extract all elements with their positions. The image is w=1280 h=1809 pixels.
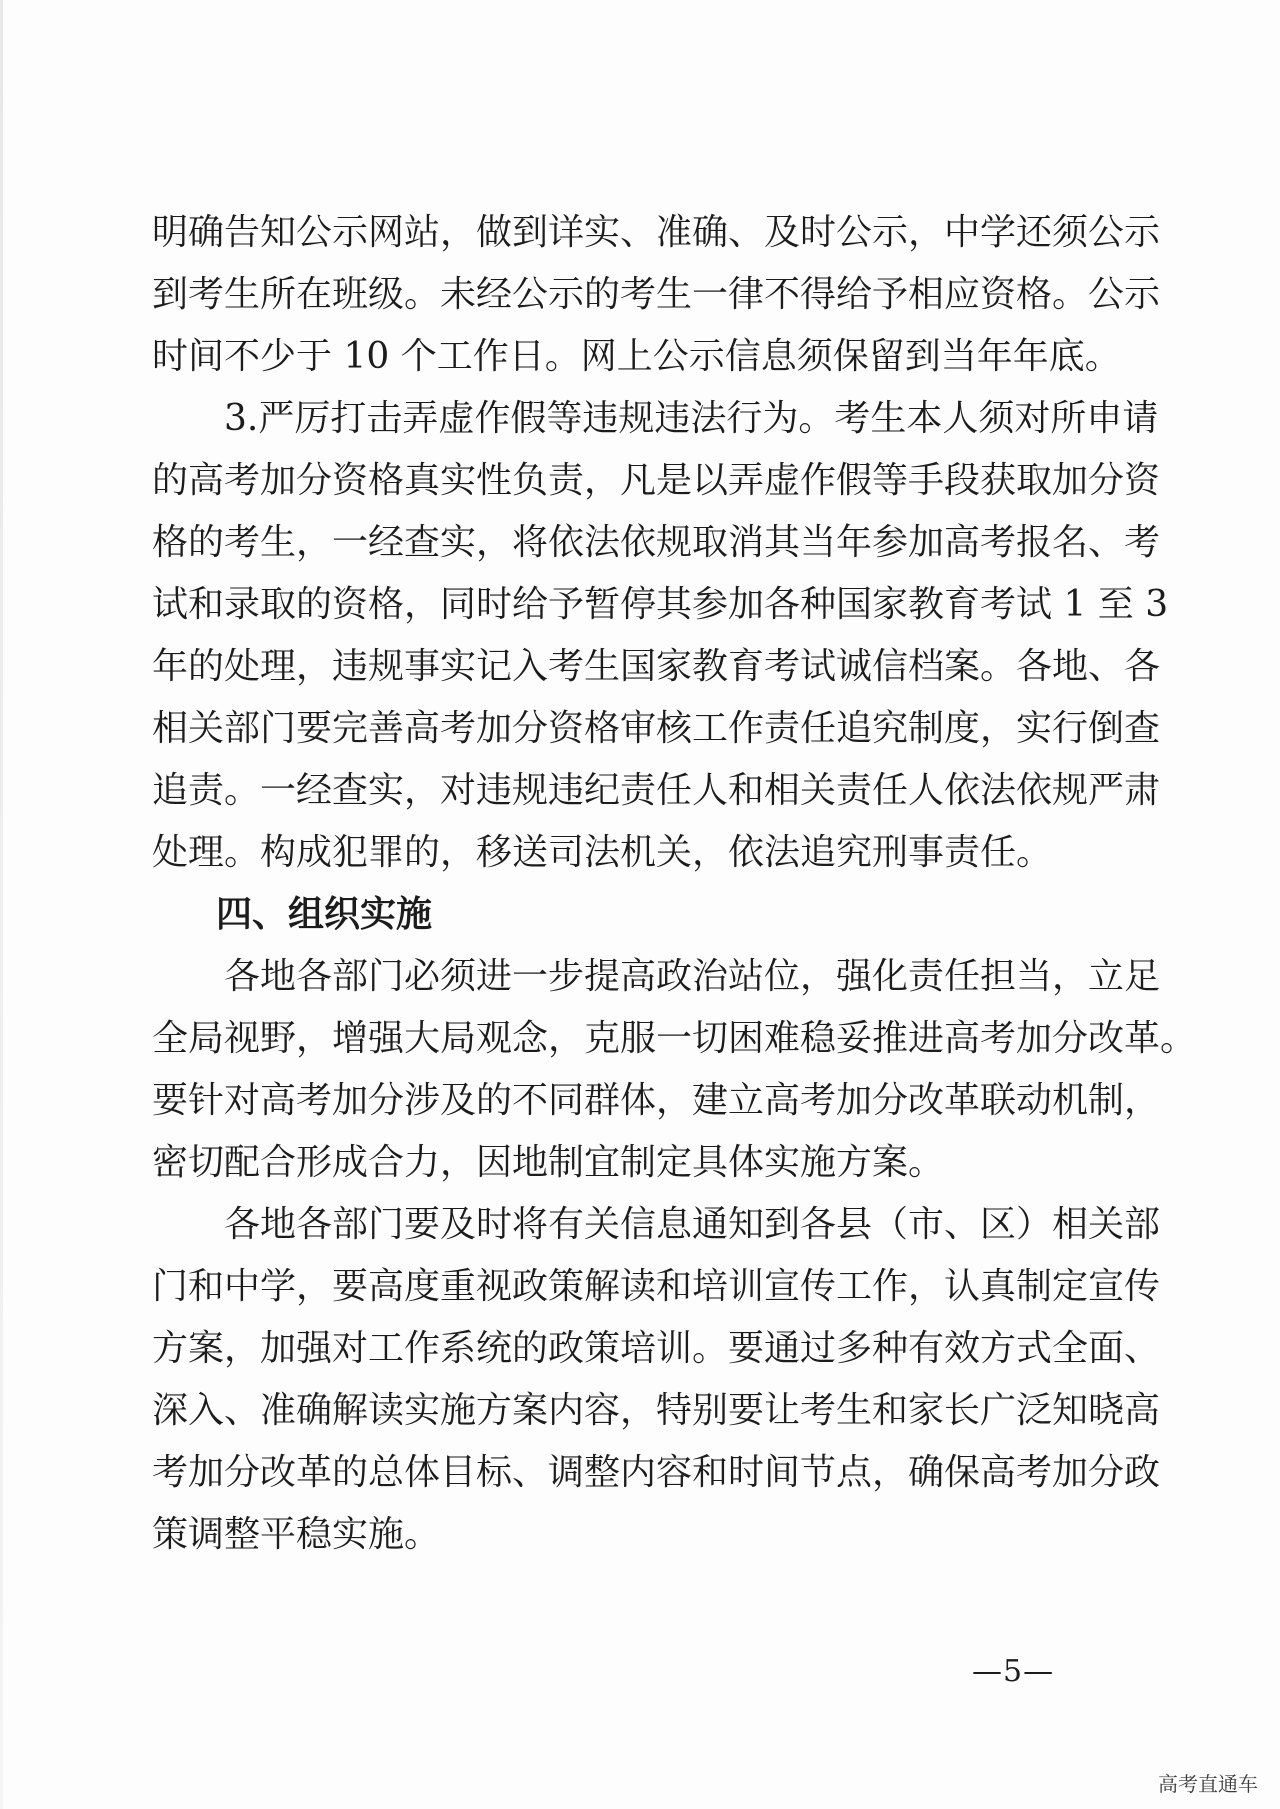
text-line: 策调整平稳实施。 — [152, 1514, 441, 1555]
text-line: 相关部门要完善高考加分资格审核工作责任追究制度，实行倒查 — [152, 708, 1161, 749]
text-line: 的高考加分资格真实性负责，凡是以弄虚作假等手段获取加分资 — [152, 460, 1161, 501]
scan-edge — [0, 0, 3, 1809]
paragraph-first-line: 3.严厉打击弄虚作假等违规违法行为。考生本人须对所申请 — [224, 398, 1159, 439]
text-line: 门和中学，要高度重视政策解读和培训宣传工作，认真制定宣传 — [152, 1266, 1161, 1307]
text-line: 要针对高考加分涉及的不同群体，建立高考加分改革联动机制， — [152, 1080, 1161, 1121]
text-line: 深入、准确解读实施方案内容，特别要让考生和家长广泛知晓高 — [152, 1390, 1161, 1431]
text-line: 处理。构成犯罪的，移送司法机关，依法追究刑事责任。 — [152, 832, 1053, 873]
text-line: 到考生所在班级。未经公示的考生一律不得给予相应资格。公示 — [152, 274, 1161, 315]
text-line: 追责。一经查实，对违规违纪责任人和相关责任人依法依规严肃 — [152, 770, 1161, 811]
text-line: 考加分改革的总体目标、调整内容和时间节点，确保高考加分政 — [152, 1452, 1161, 1493]
text-line: 全局视野，增强大局观念，克服一切困难稳妥推进高考加分改革。 — [152, 1018, 1197, 1059]
page-number: —5— — [972, 1654, 1055, 1689]
paragraph-first-line: 各地各部门要及时将有关信息通知到各县（市、区）相关部 — [224, 1204, 1161, 1245]
section-heading: 四、组织实施 — [216, 894, 433, 935]
watermark: 高考直通车 — [1158, 1772, 1258, 1796]
document-body — [152, 202, 1197, 1566]
text-line: 时间不少于 10 个工作日。网上公示信息须保留到当年年底。 — [152, 336, 1121, 377]
text-line: 明确告知公示网站，做到详实、准确、及时公示，中学还须公示 — [152, 212, 1161, 253]
text-line: 密切配合形成合力，因地制宜制定具体实施方案。 — [152, 1142, 945, 1183]
text-line: 年的处理，违规事实记入考生国家教育考试诚信档案。各地、各 — [152, 646, 1161, 687]
paragraph-first-line: 各地各部门必须进一步提高政治站位，强化责任担当，立足 — [224, 956, 1161, 997]
text-line: 格的考生，一经查实，将依法依规取消其当年参加高考报名、考 — [152, 522, 1161, 563]
text-line: 方案，加强对工作系统的政策培训。要通过多种有效方式全面、 — [152, 1328, 1161, 1369]
text-line: 试和录取的资格，同时给予暂停其参加各种国家教育考试 1 至 3 — [152, 584, 1169, 625]
